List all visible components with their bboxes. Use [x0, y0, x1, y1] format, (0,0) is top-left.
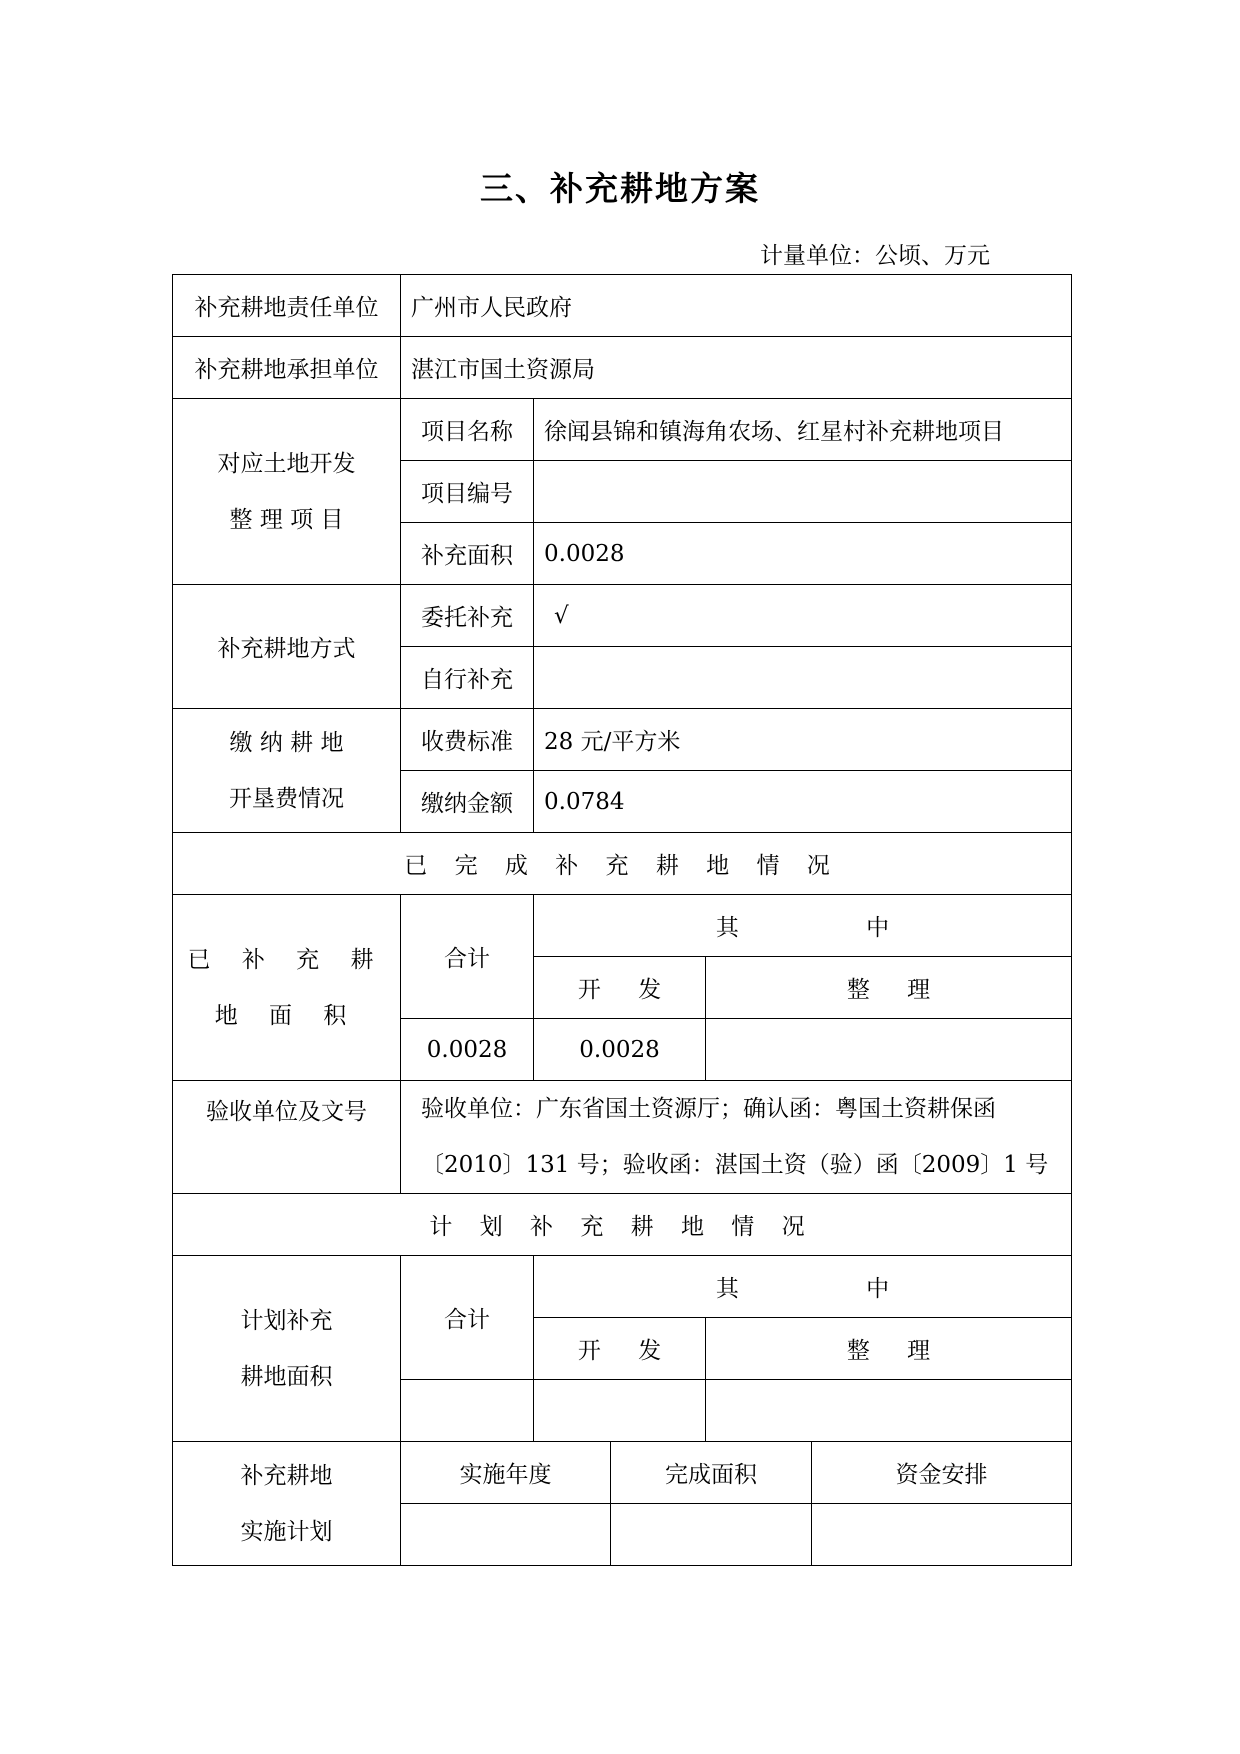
acceptance-value: 验收单位：广东省国土资源厅；确认函：粤国土资耕保函〔2010〕131 号；验收函：湛国土资（验）函〔2009〕1 号 — [401, 1081, 1072, 1194]
unit-note: 计量单位：公顷、万元 — [760, 243, 990, 269]
method-entrust-label: 委托补充 — [401, 585, 534, 647]
row-planned-section — [173, 1194, 1072, 1256]
planned-total-label: 合计 — [401, 1256, 534, 1380]
row-method-entrust — [173, 585, 1072, 647]
completed-develop-label: 开 发 — [534, 957, 706, 1019]
row-undertaker — [173, 337, 1072, 399]
implementation-area-value — [611, 1504, 812, 1566]
planned-section-title: 计 划 补 充 耕 地 情 况 — [173, 1194, 1072, 1256]
completed-label-line2: 地 面 积 — [214, 1002, 359, 1029]
method-self-label: 自行补充 — [401, 647, 534, 709]
planned-arrange-label: 整 理 — [706, 1318, 1072, 1380]
method-entrust-value: √ — [534, 585, 1072, 647]
project-code-label: 项目编号 — [401, 461, 534, 523]
row-fee-standard — [173, 709, 1072, 771]
fee-label-line1: 缴 纳 耕 地 — [229, 729, 344, 756]
fee-standard-label: 收费标准 — [401, 709, 534, 771]
implementation-fund-label: 资金安排 — [812, 1442, 1072, 1504]
project-label-line2: 整 理 项 目 — [229, 506, 344, 533]
row-completed-section — [173, 833, 1072, 895]
planned-develop-value — [534, 1380, 706, 1442]
method-label: 补充耕地方式 — [173, 585, 401, 709]
planned-label — [173, 1256, 401, 1442]
project-label — [173, 399, 401, 585]
page-title: 三、补充耕地方案 — [480, 169, 760, 208]
planned-among-label: 其 中 — [534, 1256, 1072, 1318]
fee-standard-value: 28 元/平方米 — [534, 709, 1072, 771]
project-area-label: 补充面积 — [401, 523, 534, 585]
fee-amount-value: 0.0784 — [534, 771, 1072, 833]
project-area-value: 0.0028 — [534, 523, 1072, 585]
completed-label — [173, 895, 401, 1081]
completed-among-label: 其 中 — [534, 895, 1072, 957]
implementation-year-value — [401, 1504, 611, 1566]
row-acceptance — [173, 1081, 1072, 1194]
fee-label-line2: 开垦费情况 — [229, 785, 344, 812]
acceptance-label: 验收单位及文号 — [173, 1081, 401, 1194]
responsible-label: 补充耕地责任单位 — [173, 275, 401, 337]
row-implementation-headers — [173, 1442, 1072, 1504]
project-label-line1: 对应土地开发 — [217, 450, 356, 477]
row-completed-among — [173, 895, 1072, 957]
project-code-value — [534, 461, 1072, 523]
implementation-label — [173, 1442, 401, 1566]
row-responsible — [173, 275, 1072, 337]
undertaker-value: 湛江市国土资源局 — [401, 337, 1072, 399]
fee-label — [173, 709, 401, 833]
planned-arrange-value — [706, 1380, 1072, 1442]
fee-amount-label: 缴纳金额 — [401, 771, 534, 833]
row-planned-among — [173, 1256, 1072, 1318]
implementation-label-line1: 补充耕地 — [240, 1462, 333, 1489]
implementation-year-label: 实施年度 — [401, 1442, 611, 1504]
completed-total-label: 合计 — [401, 895, 534, 1019]
project-name-label: 项目名称 — [401, 399, 534, 461]
completed-total-value: 0.0028 — [401, 1019, 534, 1081]
method-self-value — [534, 647, 1072, 709]
undertaker-label: 补充耕地承担单位 — [173, 337, 401, 399]
completed-develop-value: 0.0028 — [534, 1019, 706, 1081]
completed-section-title: 已 完 成 补 充 耕 地 情 况 — [173, 833, 1072, 895]
planned-label-line1: 计划补充 — [240, 1307, 333, 1334]
planned-develop-label: 开 发 — [534, 1318, 706, 1380]
responsible-value: 广州市人民政府 — [401, 275, 1072, 337]
implementation-area-label: 完成面积 — [611, 1442, 812, 1504]
planned-total-value — [401, 1380, 534, 1442]
planned-label-line2: 耕地面积 — [240, 1363, 333, 1390]
implementation-fund-value — [812, 1504, 1072, 1566]
completed-arrange-label: 整 理 — [706, 957, 1072, 1019]
completed-arrange-value — [706, 1019, 1072, 1081]
project-name-value: 徐闻县锦和镇海角农场、红星村补充耕地项目 — [534, 399, 1072, 461]
row-project-name — [173, 399, 1072, 461]
implementation-label-line2: 实施计划 — [240, 1518, 333, 1545]
completed-label-line1: 已 补 充 耕 — [187, 946, 386, 973]
supplementary-farmland-plan-table — [172, 274, 1072, 1566]
